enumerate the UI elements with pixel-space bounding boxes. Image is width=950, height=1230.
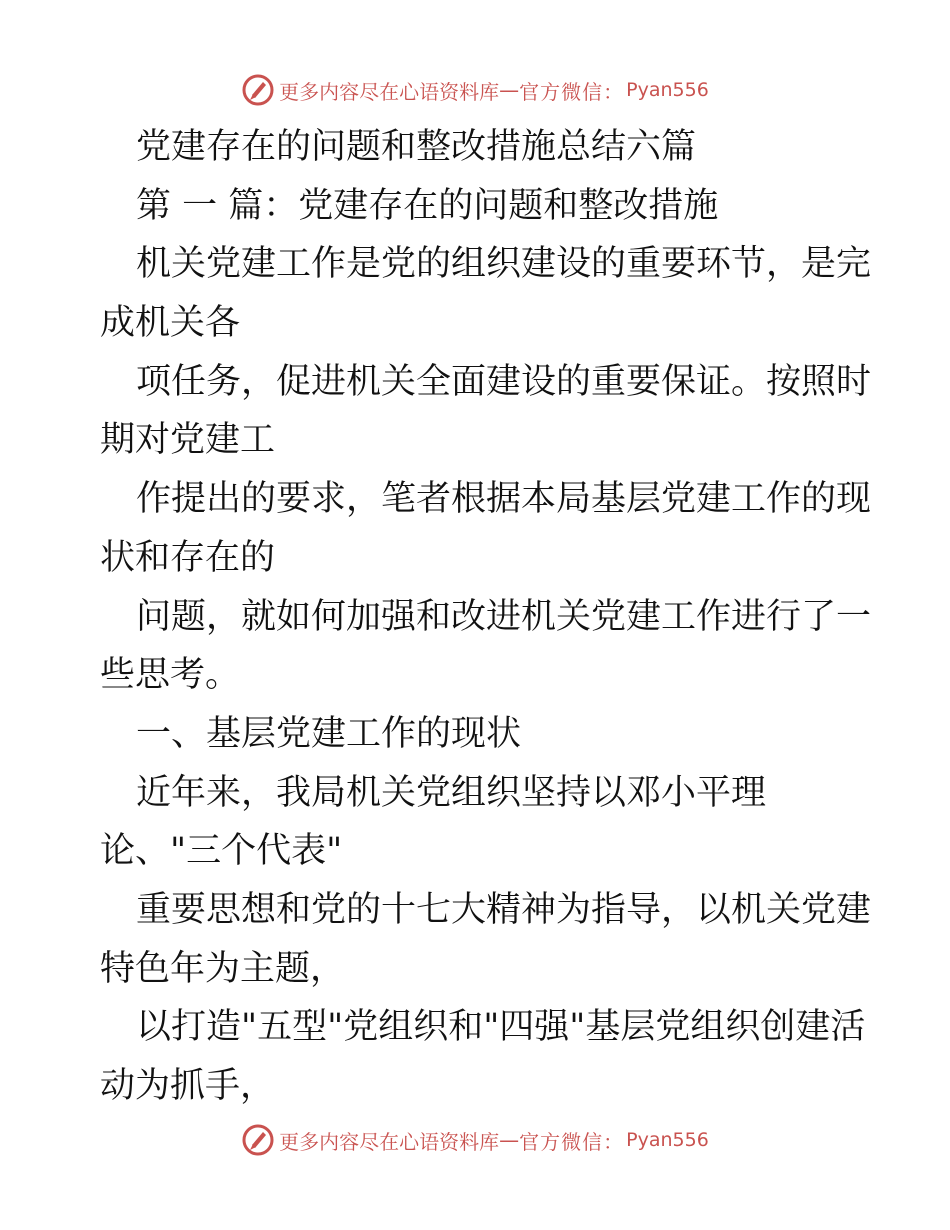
text-line: 以打造"五型"党组织和"四强"基层党组织创建活: [136, 1007, 866, 1048]
watermark-dash: —: [499, 1128, 520, 1152]
text-line: 一、基层党建工作的现状: [136, 713, 522, 754]
watermark-wechat-label: 官方微信：: [519, 1129, 625, 1154]
watermark-wechat-id: Pyan556: [626, 79, 709, 101]
watermark-footer: [0, 1122, 950, 1158]
text-line: 问题，就如何加强和改进机关党建工作进行了一: [136, 596, 872, 637]
text-line: 些思考。: [100, 655, 241, 696]
text-line: 作提出的要求，笔者根据本局基层党建工作的现: [136, 479, 872, 520]
text-line: 动为抓手，: [100, 1066, 276, 1106]
watermark-dash: —: [499, 78, 520, 102]
text-line: 重要思想和党的十七大精神为指导，以机关党建: [136, 889, 872, 930]
watermark-main-text: 更多内容尽在心语资料库: [279, 79, 500, 104]
text-line: 成机关各: [100, 303, 241, 344]
text-line: 论、"三个代表": [100, 831, 343, 872]
text-line: 近年来，我局机关党组织坚持以邓小平理: [136, 772, 767, 813]
text-line: 项任务，促进机关全面建设的重要保证。按照时: [136, 361, 872, 402]
brand-logo-icon: [241, 1123, 275, 1157]
text-line: 特色年为主题，: [100, 948, 346, 989]
watermark-main-text: 更多内容尽在心语资料库: [279, 1129, 500, 1154]
brand-logo-icon: [241, 73, 275, 107]
watermark-header: [0, 72, 950, 108]
text-line: 第 一 篇：党建存在的问题和整改措施: [136, 185, 719, 226]
text-line: 机关党建工作是党的组织建设的重要环节，是完: [136, 244, 872, 285]
text-line: 党建存在的问题和整改措施总结六篇: [136, 127, 697, 167]
text-line: 状和存在的: [100, 537, 276, 578]
watermark-wechat-id: Pyan556: [626, 1129, 709, 1151]
watermark-wechat-label: 官方微信：: [519, 79, 625, 104]
document-body: [100, 118, 872, 1116]
text-line: 期对党建工: [100, 420, 276, 461]
